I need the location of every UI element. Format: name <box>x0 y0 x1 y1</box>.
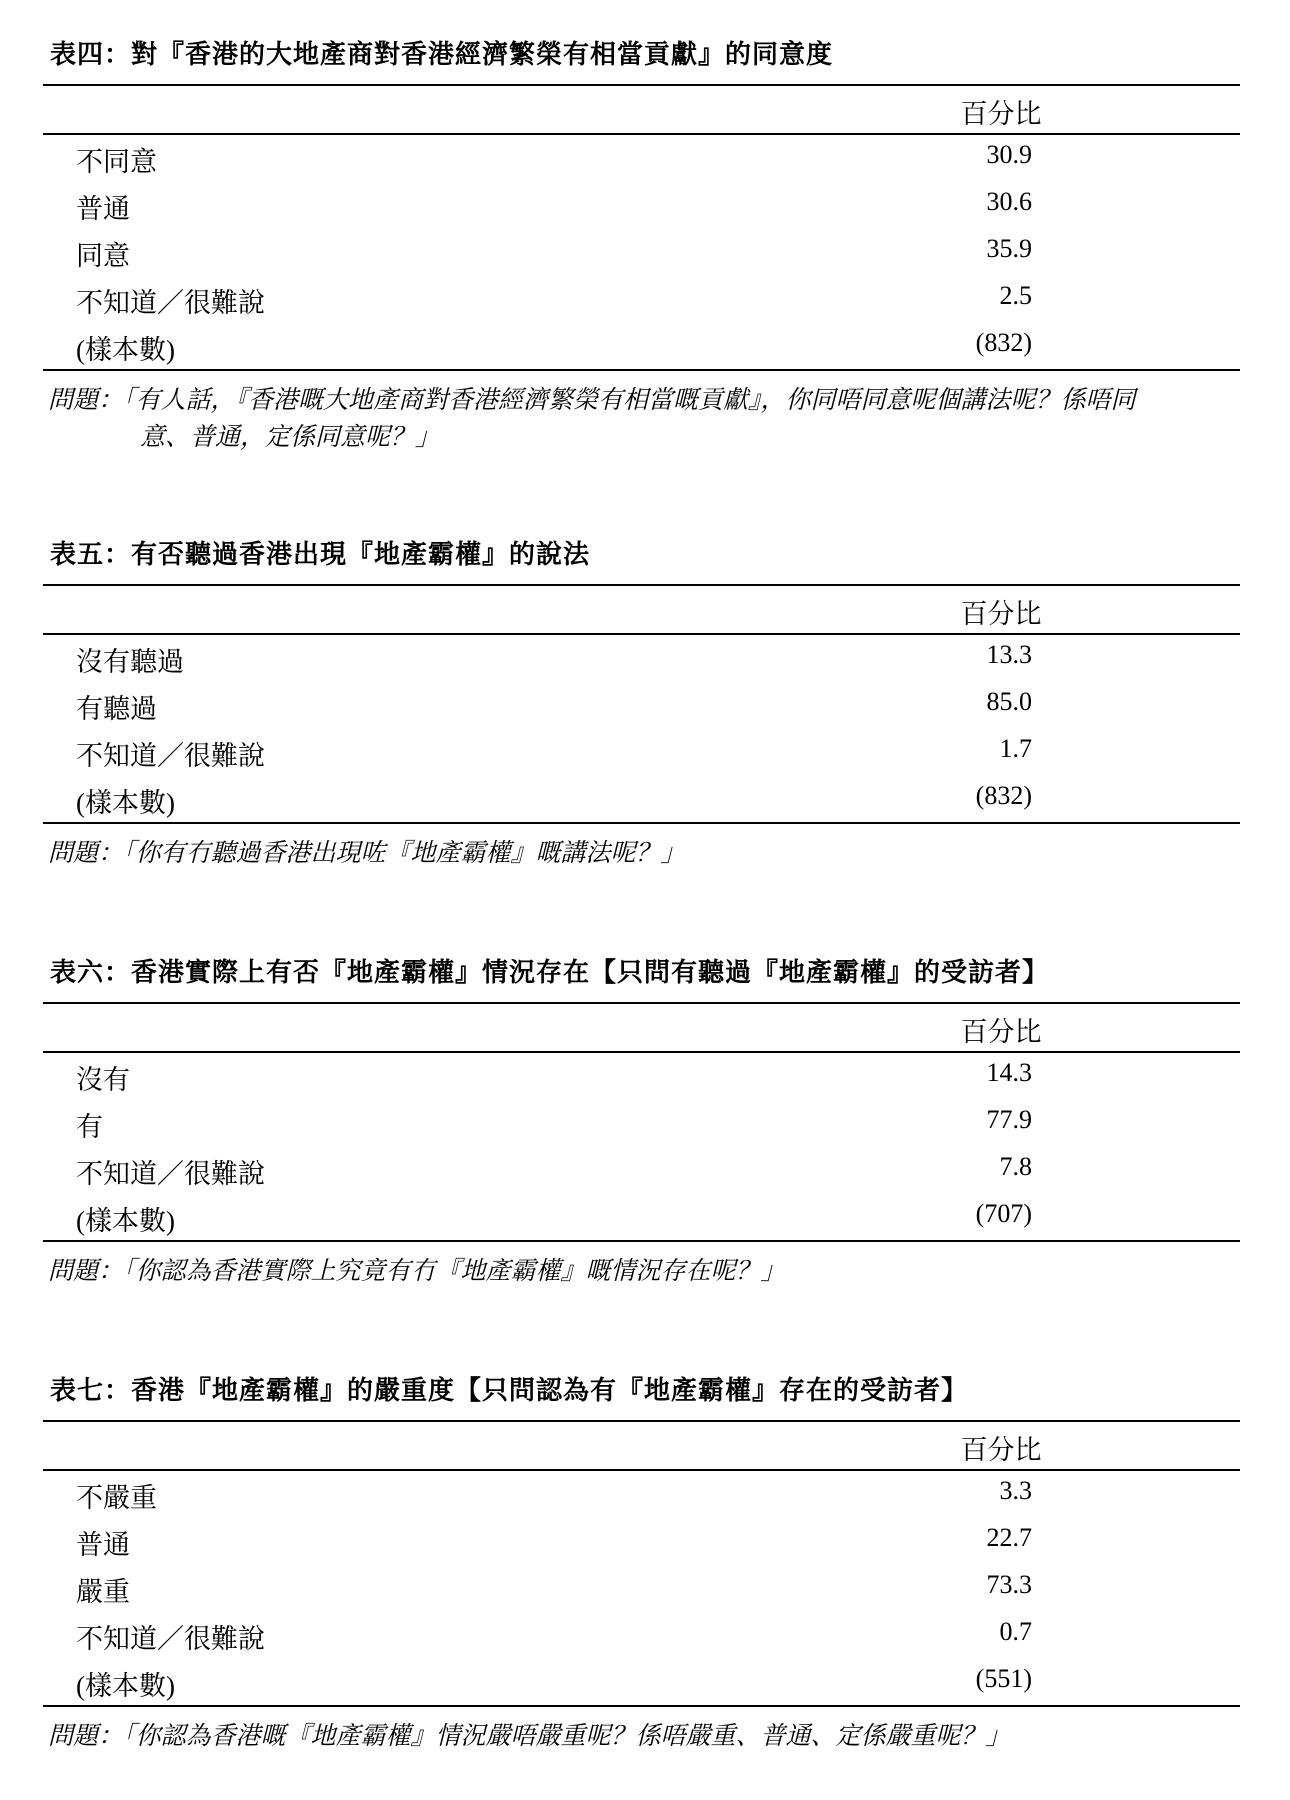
row-label: 不知道／很難說 <box>76 1624 265 1654</box>
row-label: (樣本數) <box>76 335 175 365</box>
table-row <box>0 1058 1290 1104</box>
table-row-sample-size <box>0 1664 1290 1710</box>
row-label: (樣本數) <box>76 1206 175 1236</box>
bottom-rule <box>43 369 1240 371</box>
row-label: 普通 <box>76 1530 130 1560</box>
table-6-title: 表六：香港實際上有否『地產霸權』情況存在【只問有聽過『地產霸權』的受訪者】 <box>50 958 1050 988</box>
header-rule <box>43 1051 1240 1053</box>
question-line-continued: 意、普通，定係同意呢？」 <box>140 424 441 451</box>
question-line: 問題：「你認為香港嘅『地產霸權』情況嚴唔嚴重呢？係唔嚴重、普通、定係嚴重呢？」 <box>48 1723 1011 1750</box>
row-value: 13.3 <box>986 640 1032 669</box>
table-row <box>0 187 1290 233</box>
question-line: 問題：「你認為香港實際上究竟有冇『地產霸權』嘅情況存在呢？」 <box>48 1258 786 1285</box>
table-row <box>0 1105 1290 1151</box>
row-label: 有聽過 <box>76 694 157 724</box>
question-note <box>48 1718 1218 1755</box>
row-value: 73.3 <box>986 1570 1032 1599</box>
bottom-rule <box>43 1705 1240 1707</box>
table-4-title: 表四：對『香港的大地產商對香港經濟繁榮有相當貢獻』的同意度 <box>50 40 834 70</box>
row-value: (551) <box>975 1664 1032 1693</box>
row-label: 嚴重 <box>76 1577 130 1607</box>
table-row <box>0 1152 1290 1198</box>
table-row-sample-size <box>0 1199 1290 1245</box>
column-header: 百分比 <box>960 1017 1042 1047</box>
row-value: 30.9 <box>986 140 1032 169</box>
column-header: 百分比 <box>960 599 1042 629</box>
row-label: 普通 <box>76 194 130 224</box>
table-row-sample-size <box>0 781 1290 827</box>
row-value: 22.7 <box>986 1523 1032 1552</box>
header-rule <box>43 133 1240 135</box>
row-value: 0.7 <box>999 1617 1032 1646</box>
question-line: 問題：「有人話，『香港嘅大地產商對香港經濟繁榮有相當嘅貢獻』，你同唔同意呢個講法呢？係唔同 <box>48 387 1136 414</box>
bottom-rule <box>43 1240 1240 1242</box>
question-note <box>48 835 1218 872</box>
table-row <box>0 734 1290 780</box>
header-rule <box>43 1469 1240 1471</box>
row-value: 1.7 <box>999 734 1032 763</box>
header-rule <box>43 633 1240 635</box>
table-row <box>0 1523 1290 1569</box>
top-rule <box>43 584 1240 586</box>
row-value: 30.6 <box>986 187 1032 216</box>
row-label: 不知道／很難說 <box>76 1159 265 1189</box>
row-label: 不同意 <box>76 147 157 177</box>
row-value: 2.5 <box>999 281 1032 310</box>
column-header: 百分比 <box>960 1435 1042 1465</box>
table-row <box>0 640 1290 686</box>
top-rule <box>43 1420 1240 1422</box>
row-value: 14.3 <box>986 1058 1032 1087</box>
row-value: 85.0 <box>986 687 1032 716</box>
row-label: 沒有 <box>76 1065 130 1095</box>
table-row <box>0 1617 1290 1663</box>
row-label: (樣本數) <box>76 788 175 818</box>
top-rule <box>43 84 1240 86</box>
bottom-rule <box>43 822 1240 824</box>
table-row <box>0 1476 1290 1522</box>
question-line: 問題：「你有冇聽過香港出現咗『地產霸權』嘅講法呢？」 <box>48 840 686 867</box>
table-row <box>0 687 1290 733</box>
table-row-sample-size <box>0 328 1290 374</box>
row-value: 35.9 <box>986 234 1032 263</box>
row-label: 沒有聽過 <box>76 647 184 677</box>
table-7-title: 表七：香港『地產霸權』的嚴重度【只問認為有『地產霸權』存在的受訪者】 <box>50 1376 969 1406</box>
row-label: 同意 <box>76 241 130 271</box>
row-label: 不知道／很難說 <box>76 741 265 771</box>
table-row <box>0 281 1290 327</box>
question-note <box>48 382 1218 456</box>
table-row <box>0 140 1290 186</box>
row-value: (707) <box>975 1199 1032 1228</box>
table-row <box>0 234 1290 280</box>
row-value: 7.8 <box>999 1152 1032 1181</box>
row-value: (832) <box>975 781 1032 810</box>
column-header: 百分比 <box>960 99 1042 129</box>
row-value: 3.3 <box>999 1476 1032 1505</box>
row-value: (832) <box>975 328 1032 357</box>
table-row <box>0 1570 1290 1616</box>
table-5-title: 表五：有否聽過香港出現『地產霸權』的說法 <box>50 540 591 570</box>
question-note <box>48 1253 1218 1290</box>
row-label: 有 <box>76 1112 103 1142</box>
row-value: 77.9 <box>986 1105 1032 1134</box>
row-label: 不知道／很難說 <box>76 288 265 318</box>
top-rule <box>43 1002 1240 1004</box>
row-label: 不嚴重 <box>76 1483 157 1513</box>
row-label: (樣本數) <box>76 1671 175 1701</box>
